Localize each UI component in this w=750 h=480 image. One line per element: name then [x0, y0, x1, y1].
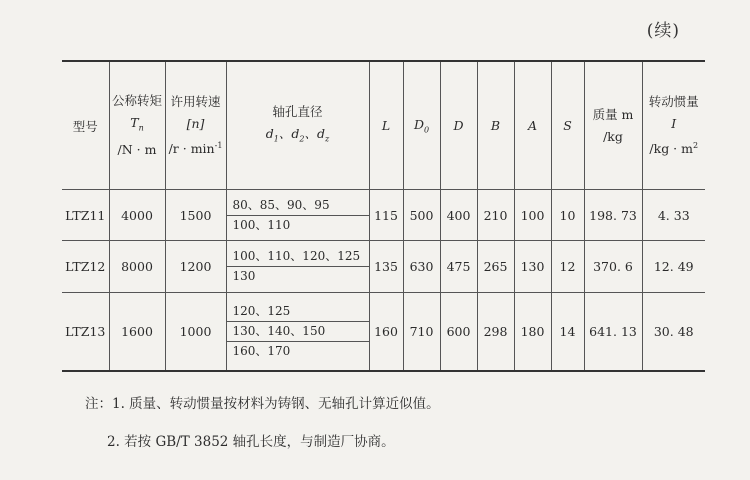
cell-A: 180 — [514, 293, 551, 371]
cell-L: 115 — [369, 190, 403, 241]
header-L: L — [369, 61, 403, 190]
cell-mass: 641. 13 — [584, 293, 642, 371]
header-speed-name: 许用转速 — [170, 93, 221, 109]
cell-inertia: 12. 49 — [642, 241, 705, 293]
cell-S: 10 — [551, 190, 584, 241]
header-torque-unit: /N · m — [117, 142, 157, 158]
header-D0: $D_0$ — [403, 61, 440, 190]
cell-S: 12 — [551, 241, 584, 293]
bore-line: 100、110、120、125 — [227, 247, 369, 267]
continued-label: (续) — [646, 21, 680, 41]
cell-A: 130 — [514, 241, 551, 293]
header-inertia-unit: $/kg \cdot m^2$ — [649, 140, 699, 157]
note-1: 注：1. 质量、转动惯量按材料为铸钢、无轴孔计算近似值。 — [85, 396, 440, 412]
header-bore-diameter — [226, 61, 369, 190]
cell-model: LTZ13 — [62, 293, 109, 371]
cell-D0: 500 — [403, 190, 440, 241]
header-inertia-symbol: I — [671, 115, 677, 131]
table-row — [62, 241, 705, 293]
header-mass — [584, 61, 642, 190]
table-row — [62, 190, 705, 241]
cell-model: LTZ11 — [62, 190, 109, 241]
header-bore-symbols: $d_1$、$d_2$、$d_z$ — [265, 125, 330, 144]
header-torque-symbol: $T_n$ — [130, 114, 144, 133]
cell-mass: 370. 6 — [584, 241, 642, 293]
cell-torque: 1600 — [109, 293, 165, 371]
bore-line: 100、110 — [232, 217, 291, 232]
cell-inertia: 30. 48 — [642, 293, 705, 371]
header-D: D — [440, 61, 477, 190]
cell-D: 400 — [440, 190, 477, 241]
header-torque — [109, 61, 165, 190]
header-torque-name: 公称转矩 — [111, 92, 162, 108]
cell-bores — [226, 293, 369, 371]
header-B: B — [477, 61, 514, 190]
header-speed — [165, 61, 226, 190]
table-notes — [85, 392, 440, 450]
header-speed-unit: $/r \cdot \min^{-1}$ — [168, 140, 223, 157]
header-inertia — [642, 61, 705, 190]
header-bore-name: 轴孔直径 — [272, 103, 323, 119]
note-2: 2. 若按 GB/T 3852 轴孔长度，与制造厂协商。 — [107, 434, 395, 450]
cell-bores — [226, 241, 369, 293]
cell-S: 14 — [551, 293, 584, 371]
header-model: 型号 — [62, 61, 109, 190]
cell-D: 600 — [440, 293, 477, 371]
header-A: A — [514, 61, 551, 190]
cell-model: LTZ12 — [62, 241, 109, 293]
cell-L: 160 — [369, 293, 403, 371]
cell-inertia: 4. 33 — [642, 190, 705, 241]
cell-torque: 8000 — [109, 241, 165, 293]
cell-D0: 630 — [403, 241, 440, 293]
cell-speed: 1500 — [165, 190, 226, 241]
header-mass-unit: /kg — [603, 128, 623, 144]
cell-bores — [226, 190, 369, 241]
cell-A: 100 — [514, 190, 551, 241]
cell-B: 265 — [477, 241, 514, 293]
bore-line: 160、170 — [232, 343, 291, 358]
bore-line: 130、140、150 — [227, 322, 369, 342]
coupling-spec-table — [62, 60, 705, 372]
table-row — [62, 293, 705, 371]
cell-mass: 198. 73 — [584, 190, 642, 241]
cell-speed: 1200 — [165, 241, 226, 293]
cell-torque: 4000 — [109, 190, 165, 241]
cell-D0: 710 — [403, 293, 440, 371]
table-header-row — [62, 61, 705, 190]
cell-L: 135 — [369, 241, 403, 293]
bore-line: 120、125 — [227, 302, 369, 322]
cell-B: 210 — [477, 190, 514, 241]
cell-speed: 1000 — [165, 293, 226, 371]
bore-line: 130 — [232, 269, 256, 283]
header-mass-name: 质量 m — [592, 106, 634, 122]
cell-B: 298 — [477, 293, 514, 371]
cell-D: 475 — [440, 241, 477, 293]
header-S: S — [551, 61, 584, 190]
header-inertia-name: 转动惯量 — [648, 93, 699, 109]
bore-line: 80、85、90、95 — [227, 196, 369, 216]
header-speed-symbol: [n] — [186, 115, 205, 131]
